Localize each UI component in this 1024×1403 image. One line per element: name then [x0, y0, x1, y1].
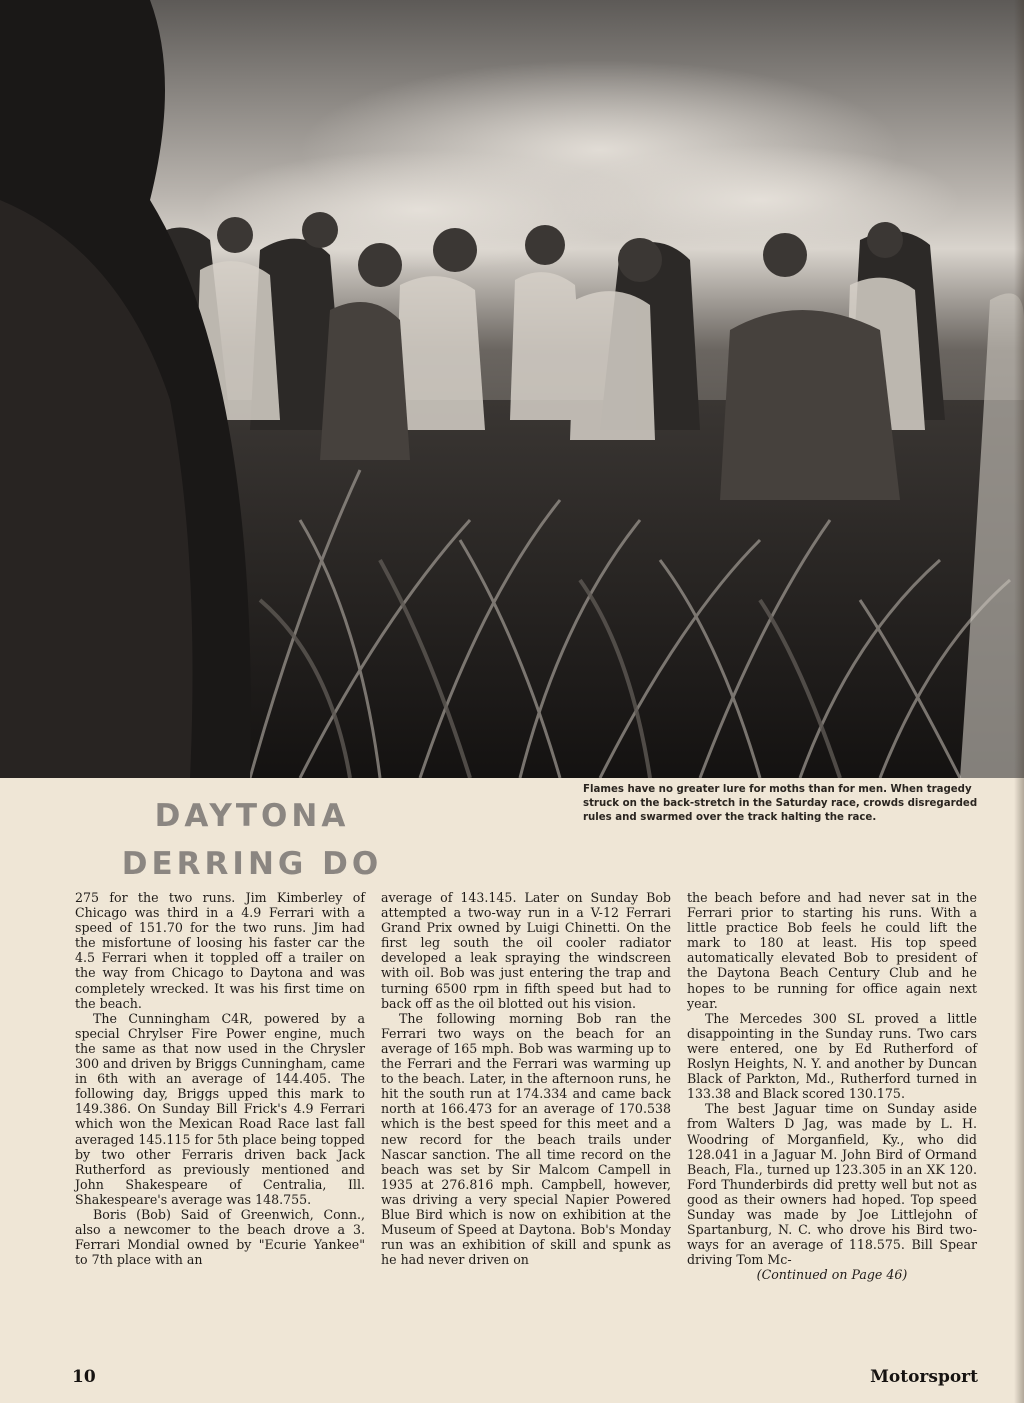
- paragraph: Boris (Bob) Said of Greenwich, Conn., also a newcomer to the beach drove a 3. Ferrari Mondial owned by "Ecurie Yankee" to 7th place with an: [75, 1206, 365, 1268]
- paragraph: the beach before and had never sat in the Ferrari prior to starting his runs. With a little practice Bob feels he could lift the mark to 180 at least. His top speed automatically elevated Bob to president of the Daytona Beach Century Club and he hopes to be running for office again next year.: [687, 890, 977, 1011]
- paragraph: average of 143.145. Later on Sunday Bob attempted a two-way run in a V-12 Ferrari Grand Prix owned by Luigi Chinetti. On the first leg south the oil cooler radiator developed a leak spraying the windscreen with oil. Bob was just entering the trap and turning 6500 rpm in fifth speed but had to back off as the oil blotted out his vision.: [381, 890, 671, 1011]
- headline-line-2: DERRING DO: [121, 846, 383, 882]
- magazine-name: Motorsport: [870, 1367, 978, 1387]
- paragraph: 275 for the two runs. Jim Kimberley of Chicago was third in a 4.9 Ferrari with a speed of 151.70 for the two runs. Jim had the misfortune of loosing his faster car the 4.5 Ferrari when it toppled off a trailer on the way from Chicago to Daytona and was completely wrecked. It was his first time on the beach.: [75, 890, 365, 1011]
- paragraph: The following morning Bob ran the Ferrari two ways on the beach for an average of 165 mph. Bob was warming up to the Ferrari and the Ferrari was warming up to the beach. Later, in the afternoon runs, he hit the south run at 174.334 and came back north at 166.473 for an average of 170.538 which is the best speed for this meet and a new record for the beach trails under Nascar sanction. The all time record on the beach was set by Sir Malcom Campell in 1935 at 276.816 mph. Campbell, however, was driving a very special Napier Powered Blue Bird which is now on exhibition at the Museum of Speed at Daytona. Bob's Monday run was an exhibition of skill and spunk as he had never driven on: [381, 1010, 671, 1268]
- continued-notice: (Continued on Page 46): [756, 1267, 908, 1283]
- page-spine-shadow: [1014, 0, 1024, 1403]
- article-headline: [92, 792, 412, 888]
- photo-caption: Flames have no greater lure for moths than for men. When tragedy struck on the back-stretch in the Saturday race, crowds disregarded rules and swarmed over the track halting the race.: [583, 784, 978, 823]
- paragraph: The Mercedes 300 SL proved a little disappointing in the Sunday runs. Two cars were entered, one by Ed Rutherford of Roslyn Heights, N. Y. and another by Duncan Black of Parkton, Md., Rutherford turned in 133.38 and Black scored 130.175.: [687, 1010, 977, 1102]
- paragraph: The best Jaguar time on Sunday aside from Walters D Jag, was made by L. H. Woodring of Morganfield, Ky., who did 128.041 in a Jaguar M. John Bird of Ormand Beach, Fla., turned up 123.305 in an XK 120. Ford Thunderbirds did pretty well but not as good as their owners had hoped. Top speed Sunday was made by Joe Littlejohn of Spartanburg, N. C. who drove his Bird two-ways for an average of 118.575. Bill Spear driving Tom Mc-: [687, 1101, 977, 1268]
- text-column-2: [381, 890, 671, 1267]
- text-column-3: [687, 890, 977, 1282]
- paragraph: The Cunningham C4R, powered by a special Chrylser Fire Power engine, much the same as that now used in the Chrysler 300 and driven by Briggs Cunningham, came in 6th with an average of 144.405. The following day, Briggs upped this mark to 149.386. On Sunday Bill Frick's 4.9 Ferrari which won the Mexican Road Race last fall averaged 145.115 for 5th place being topped by two other Ferraris driven back Jack Rutherford as previously mentioned and John Shakespeare of Centralia, Ill. Shakespeare's average was 148.755.: [75, 1010, 365, 1207]
- headline-line-1: DAYTONA: [154, 798, 350, 834]
- text-column-1: [75, 890, 365, 1267]
- page-number: 10: [72, 1367, 96, 1387]
